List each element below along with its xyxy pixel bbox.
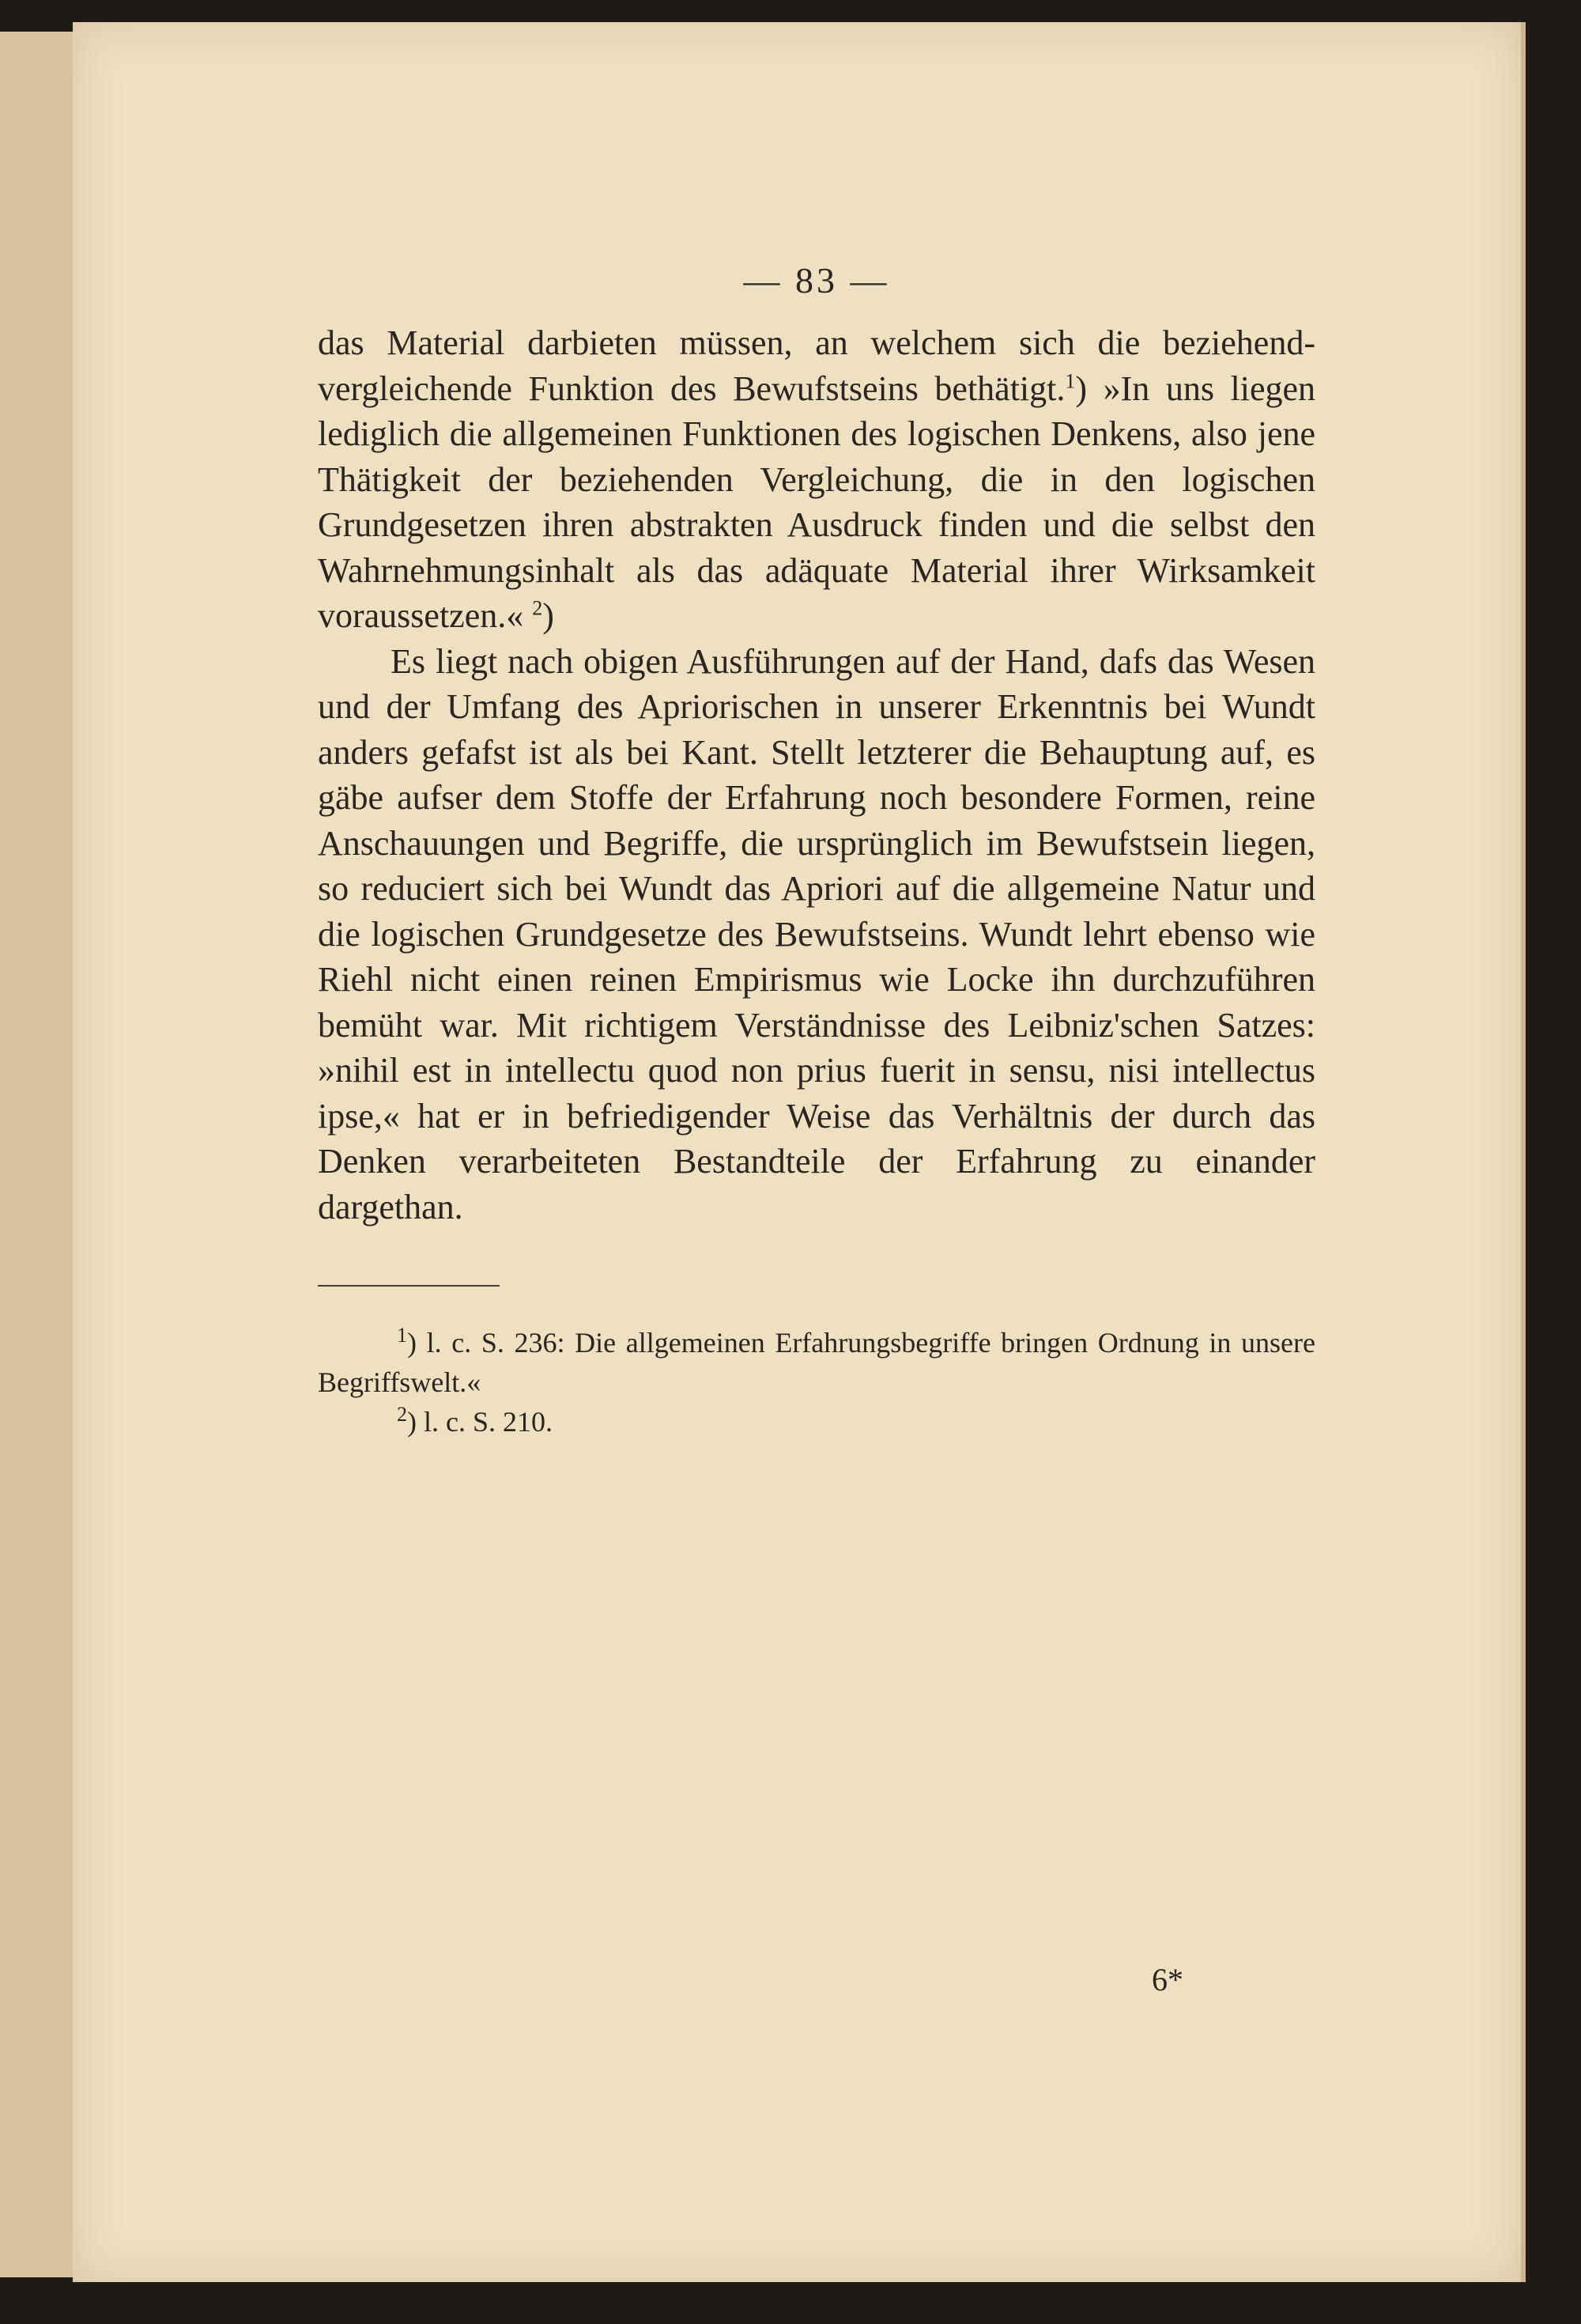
footnote-ref-1: 1 bbox=[1065, 368, 1076, 392]
footnotes bbox=[318, 1323, 1315, 1442]
footnote-ref-2: 2 bbox=[532, 596, 543, 620]
underlying-page-edge bbox=[0, 32, 78, 2277]
book-page bbox=[73, 22, 1526, 2282]
footnote-mark-2: 2 bbox=[397, 1403, 407, 1426]
signature-mark: 6* bbox=[1152, 1962, 1183, 1997]
footnote-2: $^2$) l. c. S. 210. bbox=[397, 1403, 553, 1438]
paragraph-2: Es liegt nach obigen Ausführungen auf der Hand, dafs das Wesen und der Umfang des Apriorischen in unserer Erkenntnis bei Wundt anders gefafst ist als bei Kant. Stellt letzterer die Behauptung auf, es gäbe aufser dem Stoffe der Erfahrung noch besondere Formen, reine Anschauungen und Begriffe, die ursprünglich im Bewufstsein liegen, so reduciert sich bei Wundt das Apriori auf die allgemeine Natur und die logischen Grundgesetze des Bewufstseins. Wundt lehrt ebenso wie Riehl nicht einen reinen Empirismus wie Locke ihn durchzuführen bemüht war. Mit richtigem Verständnisse des Leibniz'schen Satzes: »nihil est in intellectu quod non prius fuerit in sensu, nisi intellectus ipse,« hat er in befriedigender Weise das Verhältnis der durch das Denken verarbeiteten Bestandteile der Erfahrung zu einander dargethan. bbox=[318, 641, 1315, 1226]
page-text-block bbox=[318, 259, 1315, 1442]
footnote-divider bbox=[318, 1285, 500, 1287]
body-text bbox=[318, 320, 1315, 1230]
footnote-1: $^1$) l. c. S. 236: Die allgemeinen Erfahrungsbegriffe bringen Ordnung in unsere Begriffswelt.« bbox=[318, 1324, 1315, 1398]
paragraph-1: das Material darbieten müssen, an welchem sich die beziehend-vergleichende Funktion des Bewufstseins bethätigt.$^1$) »In uns liegen lediglich die allgemeinen Funktionen des logischen Denkens, also jene Thätigkeit der beziehenden Vergleichung, die in den logischen Grundgesetzen ihren abstrakten Ausdruck finden und die selbst den Wahrnehmungsinhalt als das adäquate Material ihrer Wirksamkeit voraussetzen.« $^2$) bbox=[318, 323, 1316, 635]
footnote-mark-1: 1 bbox=[397, 1324, 407, 1347]
page-number-header: — 83 — bbox=[743, 260, 890, 300]
